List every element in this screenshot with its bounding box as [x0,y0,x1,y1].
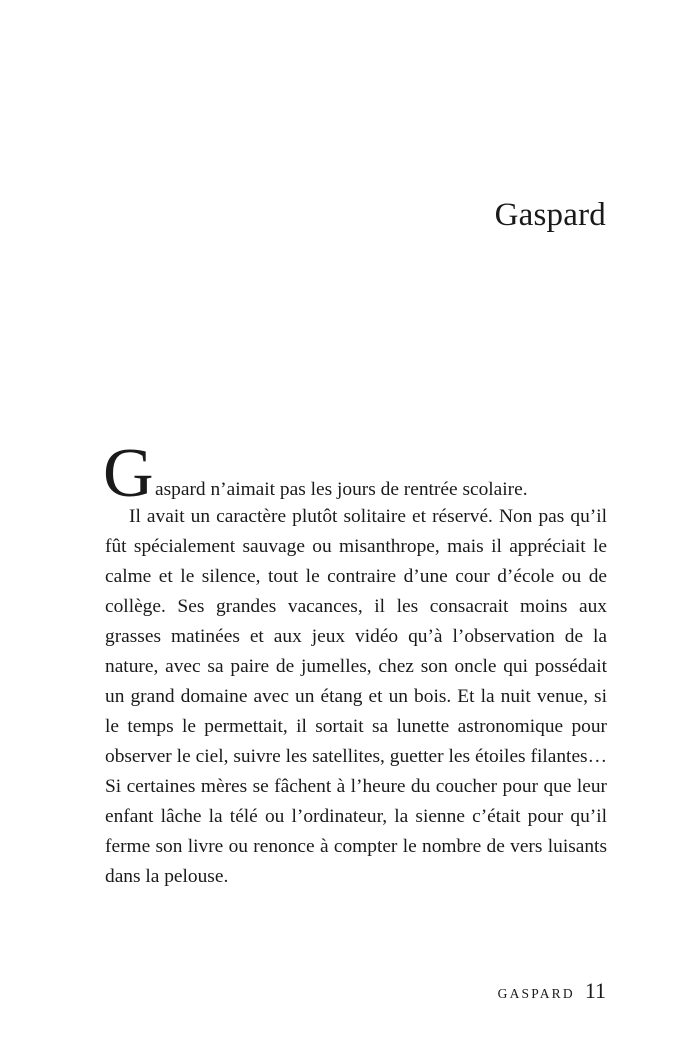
body-text [103,435,607,892]
running-head: GASPARD [497,986,575,1001]
paragraph: Il avait un caractère plutôt solitaire et réservé. Non pas qu’il fût spécialement sauvage ou misanthrope, mais il appréciait le calme et le silence, tout le contraire d’une cour d’école ou de collège. Ses grandes vacances, il les consacrait moins aux grasses matinées et aux jeux vidéo qu’à l’observation de la nature, avec sa paire de jumelles, chez son oncle qui possédait un grand domaine avec un étang et un bois. Et la nuit venue, si le temps le permettait, il sortait sa lunette astronomique pour observer le ciel, suivre les satellites, guetter les étoiles filantes… Si certaines mères se fâchent à l’heure du coucher pour que leur enfant lâche la télé ou l’ordinateur, la sienne c’était pour qu’il ferme son livre ou renonce à compter le nombre de vers luisants dans la pelouse. [105,506,607,887]
page-footer [498,978,606,1004]
chapter-title: Gaspard [494,197,606,233]
opening-line [103,435,607,512]
page-number: 11 [584,978,606,1003]
drop-cap: G [103,435,154,512]
opening-sentence: aspard n’aimait pas les jours de rentrée scolaire. [155,479,528,500]
